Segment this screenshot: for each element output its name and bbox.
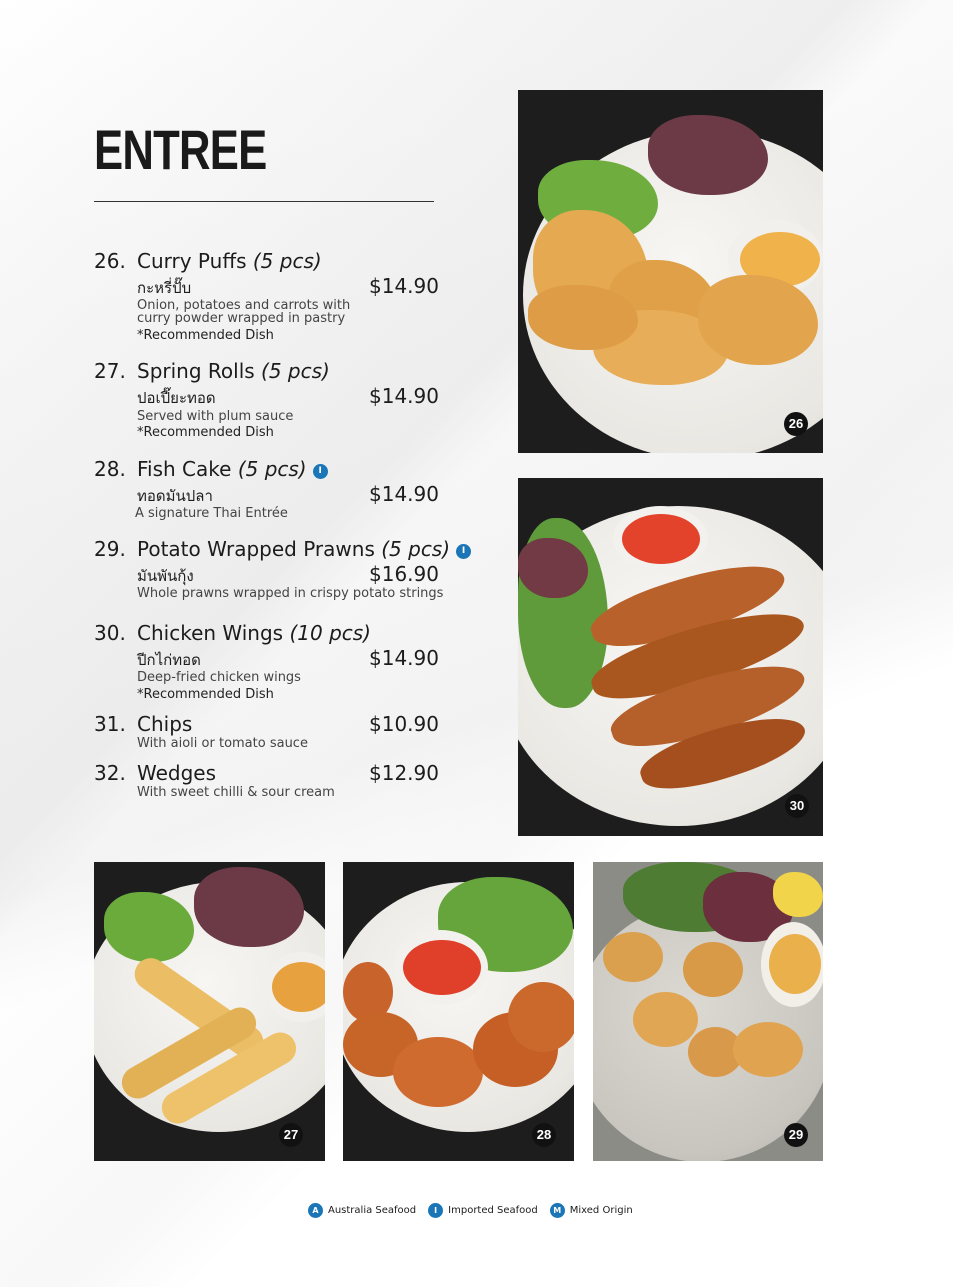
photo-curry-puffs <box>518 90 823 453</box>
item-price: $14.90 <box>369 646 439 670</box>
item-price: $12.90 <box>369 761 439 785</box>
legend-mixed-origin <box>550 1203 633 1218</box>
item-name: Chips <box>137 712 193 736</box>
photo-chicken-wings <box>518 478 823 836</box>
item-description: With aioli or tomato sauce <box>137 736 308 751</box>
recommended-note: *Recommended Dish <box>137 328 274 343</box>
title-divider <box>94 201 434 202</box>
menu-item-spring-rolls <box>94 359 474 444</box>
item-description: Onion, potatoes and carrots with curry powder wrapped in pastry <box>137 298 351 326</box>
item-name: Fish Cake (5 pcs) I <box>137 457 328 481</box>
legend-label: Mixed Origin <box>569 1205 633 1216</box>
recommended-note: *Recommended Dish <box>137 687 274 702</box>
recommended-note: *Recommended Dish <box>137 425 274 440</box>
item-number: 27. <box>94 359 126 383</box>
photo-number-badge: 27 <box>279 1123 303 1147</box>
item-price: $14.90 <box>369 274 439 298</box>
page-title: ENTREE <box>94 118 267 181</box>
item-name: Wedges <box>137 761 217 785</box>
photo-spring-rolls <box>94 862 325 1161</box>
menu-item-curry-puffs <box>94 249 474 344</box>
legend-australia-seafood <box>308 1203 416 1218</box>
menu-item-chips <box>94 712 474 752</box>
item-description: Whole prawns wrapped in crispy potato strings <box>137 586 444 601</box>
photo-number-badge: 26 <box>784 412 808 436</box>
item-description: A signature Thai Entrée <box>135 506 288 521</box>
item-price: $14.90 <box>369 482 439 506</box>
item-thai-name: ทอดมันปลา <box>137 487 213 505</box>
item-number: 29. <box>94 537 126 561</box>
item-description: Served with plum sauce <box>137 409 294 424</box>
legend-label: Australia Seafood <box>328 1205 417 1216</box>
photo-number-badge: 29 <box>784 1123 808 1147</box>
menu-item-fish-cake <box>94 457 474 527</box>
legend-imported-seafood <box>428 1203 538 1218</box>
menu-item-wedges <box>94 761 474 801</box>
imported-seafood-badge: I <box>313 464 328 479</box>
menu-item-chicken-wings <box>94 621 474 706</box>
item-thai-name: ปอเปี๊ยะทอด <box>137 389 216 407</box>
item-name: Chicken Wings (10 pcs) <box>137 621 371 645</box>
item-thai-name: มันพันกุ้ง <box>137 567 194 585</box>
photo-number-badge: 28 <box>532 1123 556 1147</box>
item-name: Potato Wrapped Prawns (5 pcs) I <box>137 537 471 561</box>
item-thai-name: ปีกไก่ทอด <box>137 651 201 669</box>
item-number: 32. <box>94 761 126 785</box>
item-description: With sweet chilli & sour cream <box>137 785 335 800</box>
photo-number-badge: 30 <box>785 794 809 818</box>
imported-seafood-badge: I <box>456 544 471 559</box>
legend-badge-icon: A <box>308 1203 323 1218</box>
item-price: $14.90 <box>369 384 439 408</box>
photo-potato-wrapped-prawns <box>593 862 823 1161</box>
item-description: Deep-fried chicken wings <box>137 670 301 685</box>
seafood-origin-legend <box>308 1203 633 1218</box>
item-name: Curry Puffs (5 pcs) <box>137 249 322 273</box>
photo-fish-cake <box>343 862 574 1161</box>
item-name: Spring Rolls (5 pcs) <box>137 359 330 383</box>
item-number: 28. <box>94 457 126 481</box>
menu-item-potato-wrapped-prawns <box>94 537 474 607</box>
legend-badge-icon: M <box>550 1203 565 1218</box>
item-price: $10.90 <box>369 712 439 736</box>
item-thai-name: กะหรี่ปั๊บ <box>137 279 192 297</box>
legend-badge-icon: I <box>428 1203 443 1218</box>
item-number: 30. <box>94 621 126 645</box>
item-price: $16.90 <box>369 562 439 586</box>
item-number: 31. <box>94 712 126 736</box>
item-number: 26. <box>94 249 126 273</box>
legend-label: Imported Seafood <box>448 1205 538 1216</box>
